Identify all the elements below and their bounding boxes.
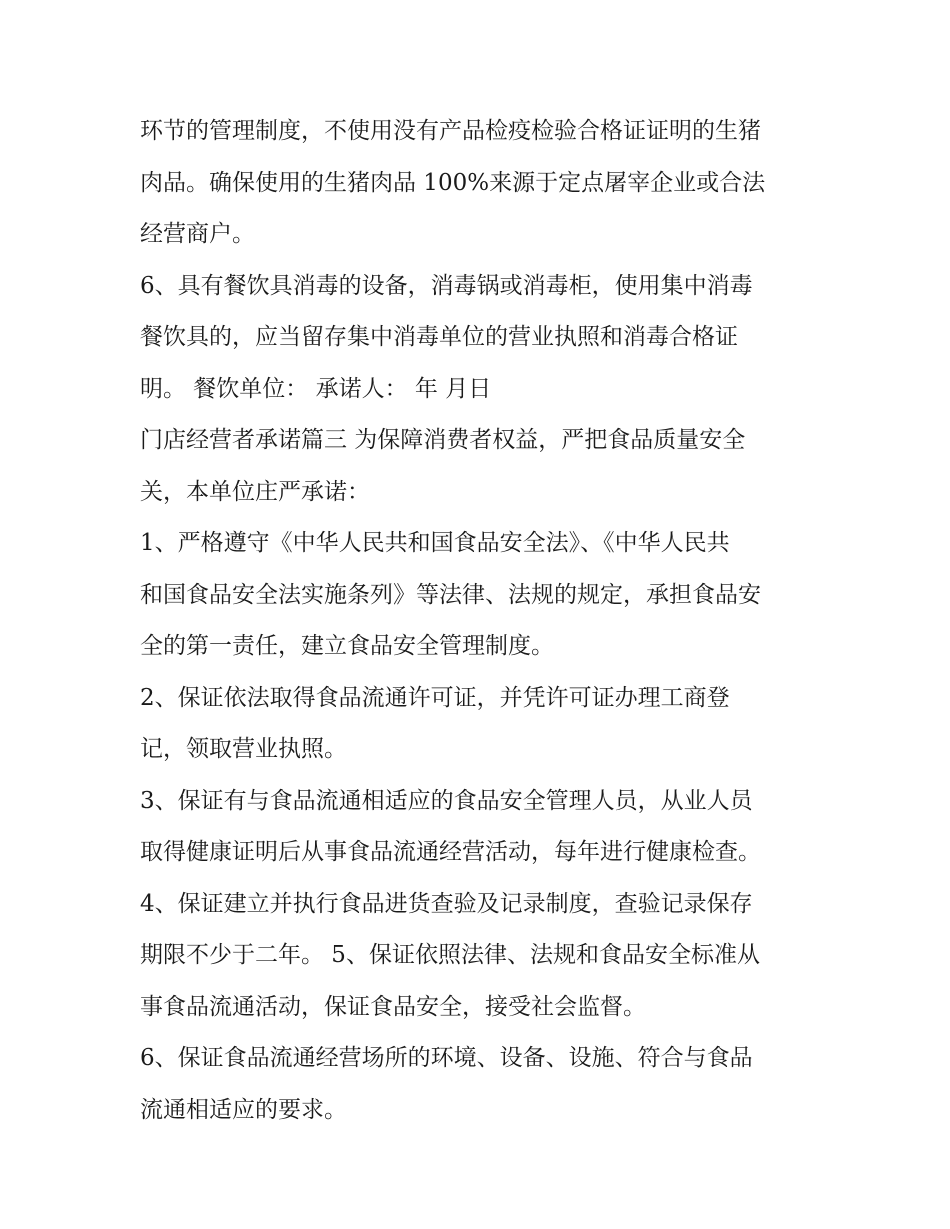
text-line: 3、保证有与食品流通相适应的食品安全管理人员，从业人员 [140, 787, 753, 814]
text-line: 取得健康证明后从事食品流通经营活动，每年进行健康检查。 [140, 839, 761, 865]
text-line: 经营商户。 [140, 221, 255, 247]
text-line: 4、保证建立并执行食品进货查验及记录制度，查验记录保存 [140, 890, 753, 917]
text-line: 事食品流通活动，保证食品安全，接受社会监督。 [140, 993, 646, 1020]
text-line: 门店经营者承诺篇三 为保障消费者权益，严把食品质量安全 [140, 427, 746, 453]
text-line: 明。 餐饮单位： 承诺人： 年 月日 [140, 375, 492, 402]
text-line: 环节的管理制度，不使用没有产品检疫检验合格证证明的生猪 [140, 118, 761, 144]
text-line: 1、严格遵守《中华人民共和国食品安全法》、《中华人民共 [140, 530, 730, 556]
document-body [140, 106, 820, 1136]
text-line: 流通相适应的要求。 [140, 1096, 347, 1123]
text-line: 餐饮具的，应当留存集中消毒单位的营业执照和消毒合格证 [140, 324, 738, 350]
text-line: 和国食品安全法实施条列》等法律、法规的规定，承担食品安 [140, 581, 761, 608]
text-line: 全的第一责任，建立食品安全管理制度。 [140, 633, 554, 659]
text-line: 6、具有餐饮具消毒的设备，消毒锅或消毒柜，使用集中消毒 [140, 272, 753, 299]
text-line: 2、保证依法取得食品流通许可证，并凭许可证办理工商登 [140, 684, 730, 711]
text-line: 记，领取营业执照。 [140, 736, 347, 762]
text-line: 肉品。确保使用的生猪肉品 100%来源于定点屠宰企业或合法 [140, 169, 766, 196]
text-line: 6、保证食品流通经营场所的环境、设备、设施、符合与食品 [140, 1045, 753, 1071]
text-line: 期限不少于二年。 5、保证依照法律、法规和食品安全标准从 [140, 942, 760, 968]
text-line: 关，本单位庄严承诺： [140, 478, 370, 505]
